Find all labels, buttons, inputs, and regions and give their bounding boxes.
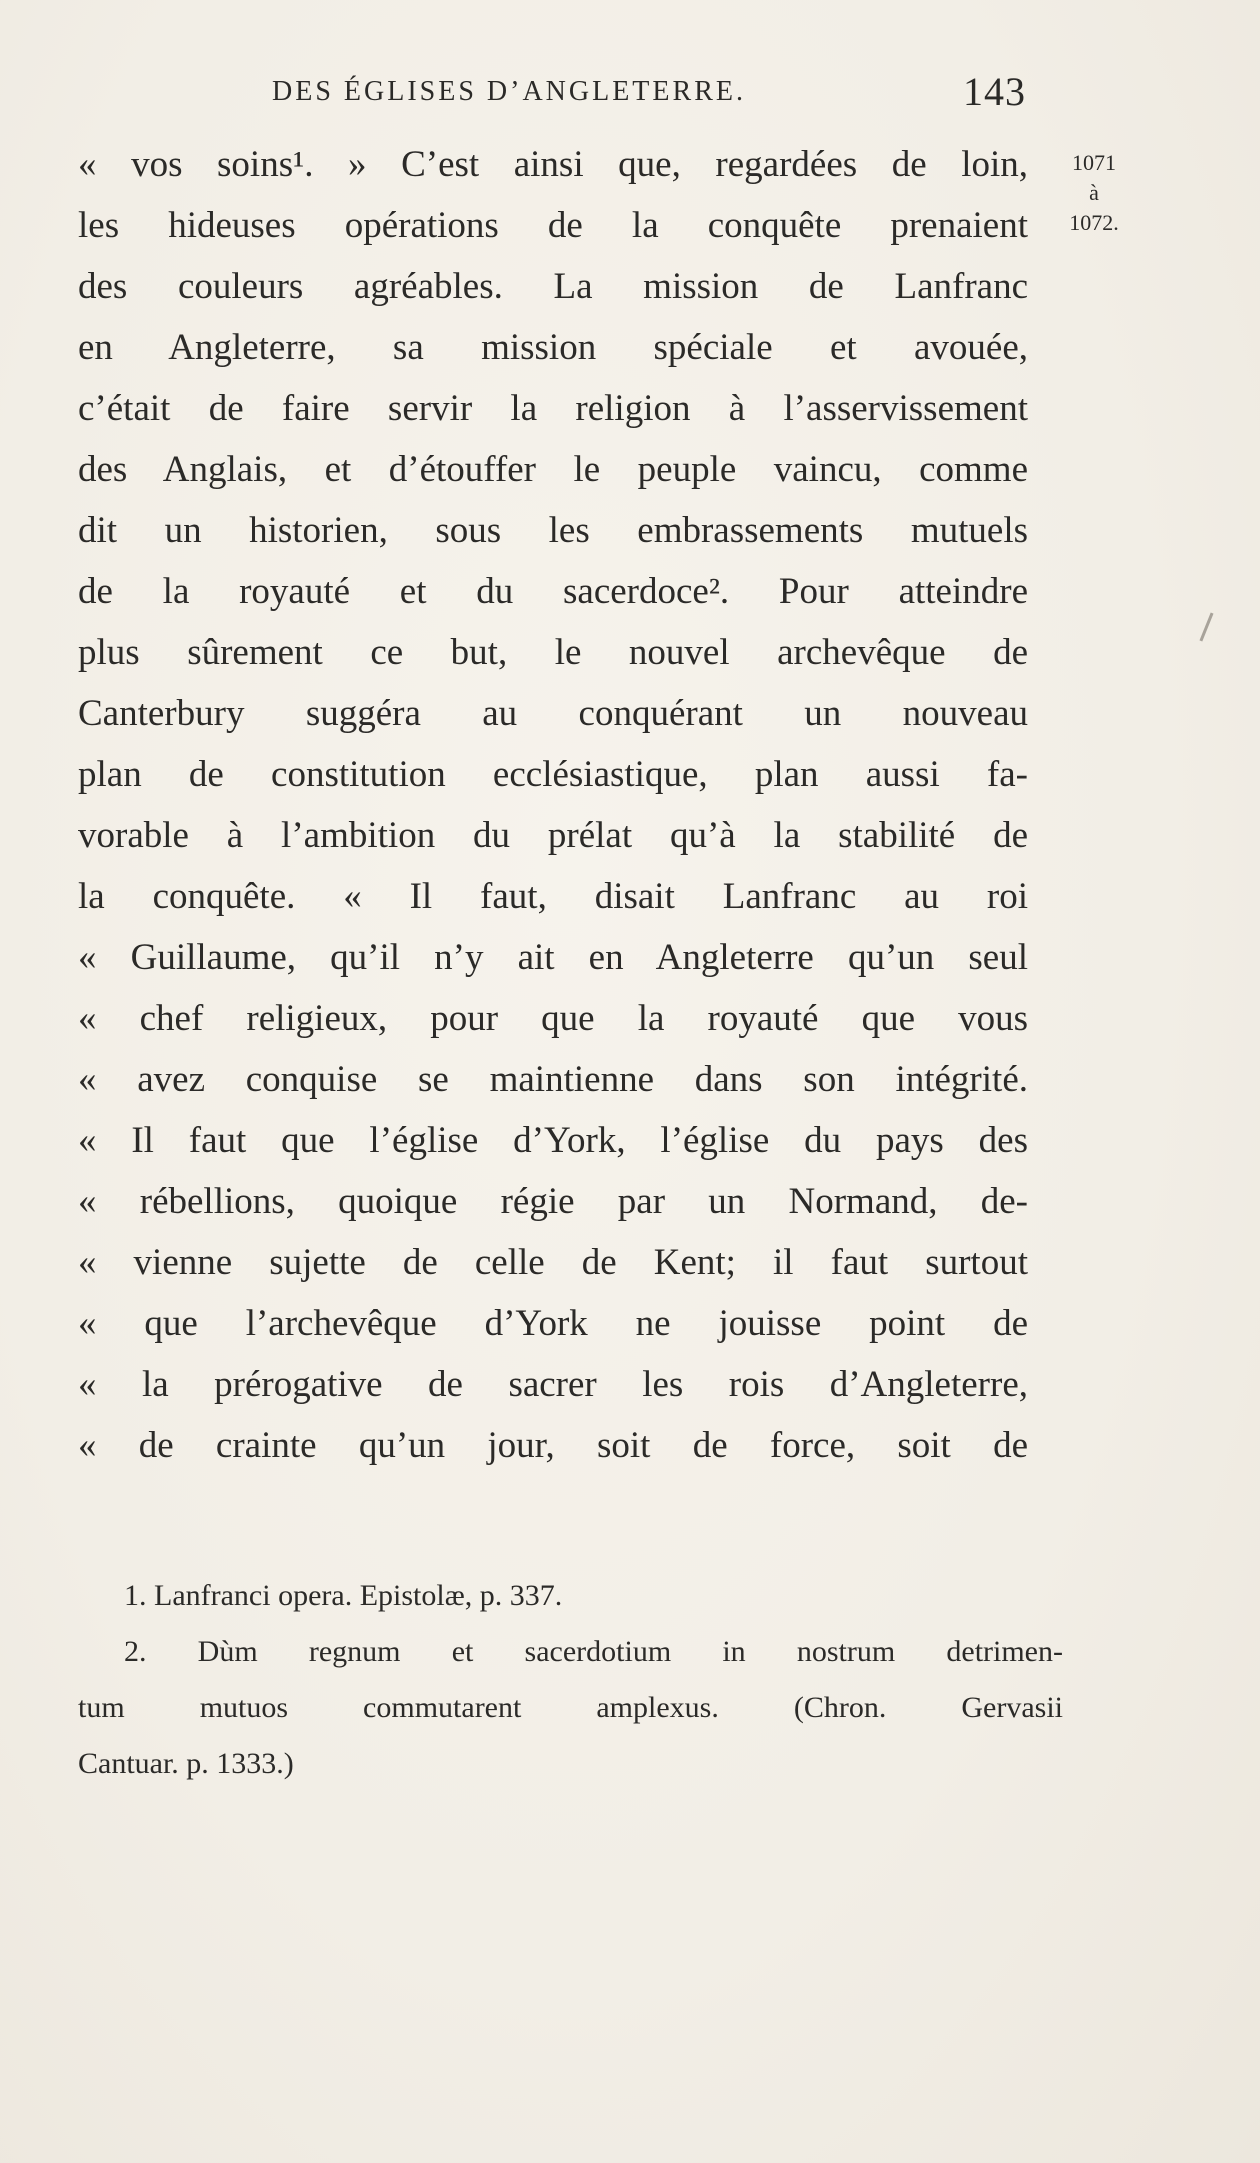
text-line: « chef religieux, pour que la royauté que vous (78, 998, 1028, 1039)
running-head (272, 68, 1032, 118)
text-line: « avez conquise se maintienne dans son intégrité. (78, 1059, 1028, 1100)
text-line: « rébellions, quoique régie par un Normand, de- (78, 1181, 1028, 1222)
text-line: vorable à l’ambition du prélat qu’à la stabilité de (78, 815, 1028, 856)
text-line: c’était de faire servir la religion à l’asservissement (78, 388, 1028, 429)
text-line: plus sûrement ce but, le nouvel archevêque de (78, 632, 1028, 673)
text-line: les hideuses opérations de la conquête prenaient (78, 205, 1028, 246)
text-line: « que l’archevêque d’York ne jouisse point de (78, 1303, 1028, 1344)
text-line: « la prérogative de sacrer les rois d’Angleterre, (78, 1364, 1028, 1405)
footnote-1: 1. Lanfranci opera. Epistolæ, p. 337. (124, 1579, 563, 1612)
footnotes (78, 1568, 1063, 1792)
text-line: « vos soins¹. » C’est ainsi que, regardées de loin, (78, 144, 1028, 185)
margin-date-end: 1072. (1069, 210, 1119, 235)
text-line: plan de constitution ecclésiastique, plan aussi fa- (78, 754, 1028, 795)
text-line: « Guillaume, qu’il n’y ait en Angleterre qu’un seul (78, 937, 1028, 978)
text-line: « de crainte qu’un jour, soit de force, soit de (78, 1425, 1028, 1466)
paper-blemish (1199, 613, 1213, 642)
text-line: « vienne sujette de celle de Kent; il faut surtout (78, 1242, 1028, 1283)
text-line: la conquête. « Il faut, disait Lanfranc au roi (78, 876, 1028, 917)
running-title: DES ÉGLISES D’ANGLETERRE. (272, 76, 746, 107)
footnote-2-line-2: tum mutuos commutarent amplexus. (Chron. Gervasii (78, 1691, 1063, 1724)
text-line: « Il faut que l’église d’York, l’église du pays des (78, 1120, 1028, 1161)
text-line: dit un historien, sous les embrassements mutuels (78, 510, 1028, 551)
body-text (78, 134, 1028, 1476)
footnote-2-line-3: Cantuar. p. 1333.) (78, 1747, 294, 1780)
text-line: des couleurs agréables. La mission de Lanfranc (78, 266, 1028, 307)
margin-date-separator: à (1089, 180, 1099, 205)
margin-date-start: 1071 (1072, 150, 1116, 175)
page-number: 143 (963, 69, 1026, 114)
text-line: des Anglais, et d’étouffer le peuple vaincu, comme (78, 449, 1028, 490)
text-line: Canterbury suggéra au conquérant un nouveau (78, 693, 1028, 734)
text-line: de la royauté et du sacerdoce². Pour atteindre (78, 571, 1028, 612)
text-line: en Angleterre, sa mission spéciale et avouée, (78, 327, 1028, 368)
footnote-2-line-1: 2. Dùm regnum et sacerdotium in nostrum detrimen- (124, 1635, 1063, 1668)
margin-date-note (1044, 148, 1144, 238)
